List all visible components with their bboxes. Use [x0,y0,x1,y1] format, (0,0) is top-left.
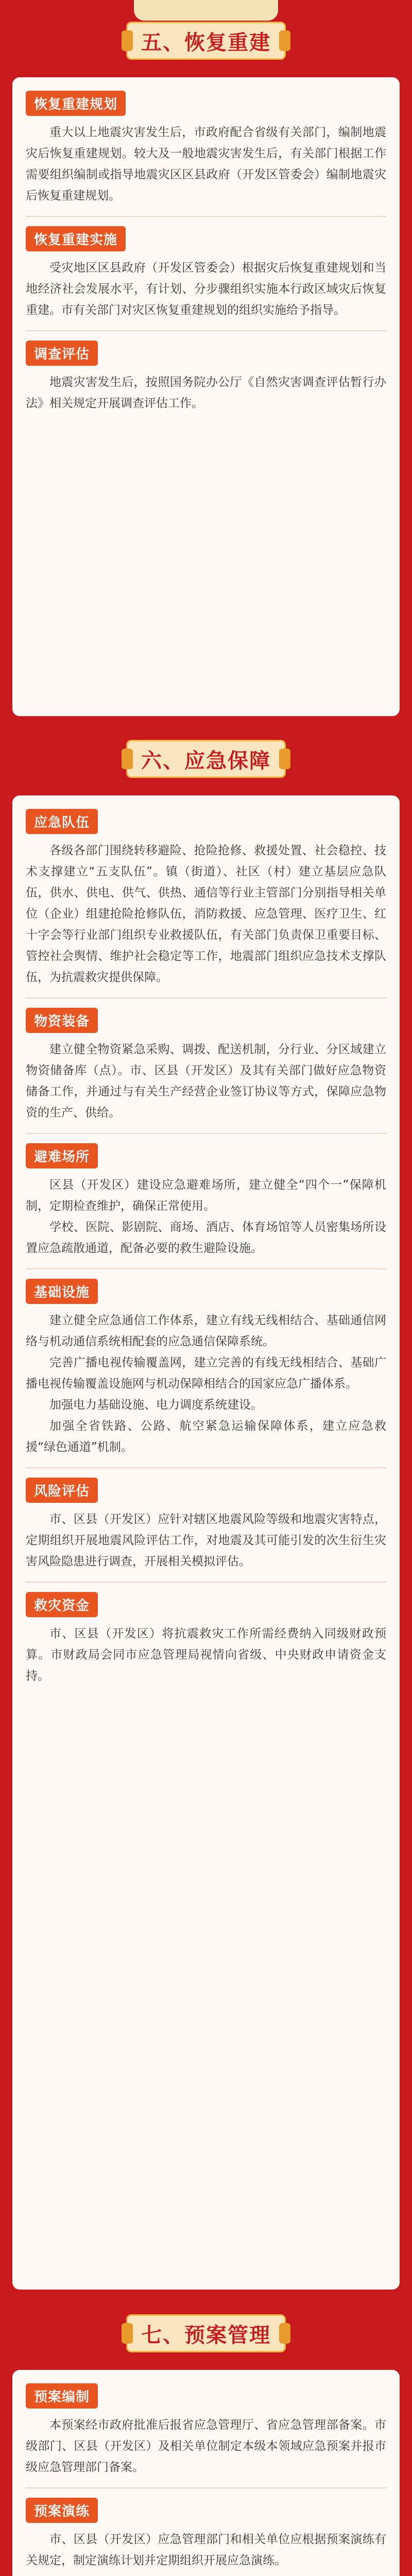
paragraph: 加强全省铁路、公路、航空紧急运输保障体系，建立应急救援“绿色通道”机制。 [26,1419,386,1454]
paragraph: 市、区县（开发区）应针对辖区地震风险等级和地震灾害特点，定期组织开展地震风险评估工作，对地震及其可能引发的次生衍生灾害风险隐患进行调查，开展相关模拟评估。 [26,1513,386,1568]
paragraph: 建立健全物资紧急采购、调拨、配送机制，分行业、分区域建立物资储备库（点）。市、区县（开发区）及其有关部门做好应急物资储备工作，并通过与有关生产经营企业签订协议等方式，保障应急物资的生产、供给。 [26,1043,386,1120]
paragraph: 完善广播电视传输覆盖网，建立完善的有线无线相结合、基础广播电视传输覆盖设施网与机动保障相结合的国家应急广播体系。 [26,1356,386,1391]
paragraph: 加强电力基础设施、电力调度系统建设。 [49,1398,263,1412]
section-card-6 [12,795,400,2290]
subheading-label: 恢复重建规划 [26,91,126,116]
paragraph: 各级各部门围绕转移避险、抢险抢修、救援处置、社会稳控、技术支撑建立“五支队伍”。镇（街道）、社区（村）建立基层应急队伍，供水、供电、供气、供热、通信等行业主管部门分别指导相关单位（企业）组建抢险抢修队伍，消防救援、应急管理、医疗卫生、红十字会等行业部门组织专业救援队伍，有关部门负责保卫重要目标、管控社会舆情、维护社会稳定等工作，地震部门组织应急技术支撑队伍，为抗震救灾提供保障。 [26,844,386,984]
subheading-label: 应急队伍 [26,809,98,834]
paragraph: 受灾地区区县政府（开发区管委会）根据灾后恢复重建规划和当地经济社会发展水平，有计划、分步骤组织实施本行政区域灾后恢复重建。市有关部门对灾区恢复重建规划的组织实施给予指导。 [26,261,386,317]
paragraph: 市、区县（开发区）应急管理部门和相关单位应根据预案演练有关规定，制定演练计划并定期组织开展应急演练。 [26,2533,386,2567]
section-card-5 [12,77,400,716]
subheading-label: 风险评估 [26,1478,98,1503]
section-title-7 [126,2311,286,2355]
paragraph: 学校、医院、影剧院、商场、酒店、体育场馆等人员密集场所设置应急疏散通道，配备必要的救生避险设施。 [26,1221,386,1255]
subheading-label: 预案演练 [26,2498,98,2523]
subheading-label: 避难场所 [26,1143,98,1168]
subheading-label: 基础设施 [26,1279,98,1304]
paragraph: 建立健全应急通信工作体系，建立有线无线相结合、基础通信网络与机动通信系统相配套的应急通信保障系统。 [26,1314,386,1348]
paragraph: 地震灾害发生后，按照国务院办公厅《自然灾害调查评估暂行办法》相关规定开展调查评估工作。 [26,376,386,410]
section-title-5 [126,19,286,63]
section-title-text: 五、恢复重建 [141,30,271,55]
section-card-7 [12,2370,400,2576]
subheading-label: 救灾资金 [26,1592,98,1617]
section-title-text: 六、应急保障 [141,749,271,773]
section-title-6 [126,737,286,781]
subheading-label: 预案编制 [26,2383,98,2409]
top-ornament [0,0,412,21]
section-title-text: 七、预案管理 [141,2323,271,2347]
subheading-label: 物资装备 [26,1008,98,1033]
paragraph: 重大以上地震灾害发生后，市政府配合省级有关部门，编制地震灾后恢复重建规划。较大及一般地震灾害发生后，有关部门根据工作需要组织编制或指导地震灾区区县政府（开发区管委会）编制地震灾后恢复重建规划。 [26,126,386,202]
subheading-label: 调查评估 [26,341,98,366]
paragraph: 本预案经市政府批准后报省应急管理厅、省应急管理部备案。市级部门、区县（开发区）及相关单位制定本级本领域应急预案并报市级应急管理部门备案。 [26,2418,386,2474]
paragraph: 区县（开发区）建设应急避难场所，建立健全“四个一”保障机制，定期检查维护，确保正常使用。 [26,1178,386,1213]
paragraph: 市、区县（开发区）将抗震救灾工作所需经费纳入同级财政预算。市财政局会同市应急管理局视情向省级、中央财政申请资金支持。 [26,1627,386,1683]
subheading-label: 恢复重建实施 [26,226,126,251]
